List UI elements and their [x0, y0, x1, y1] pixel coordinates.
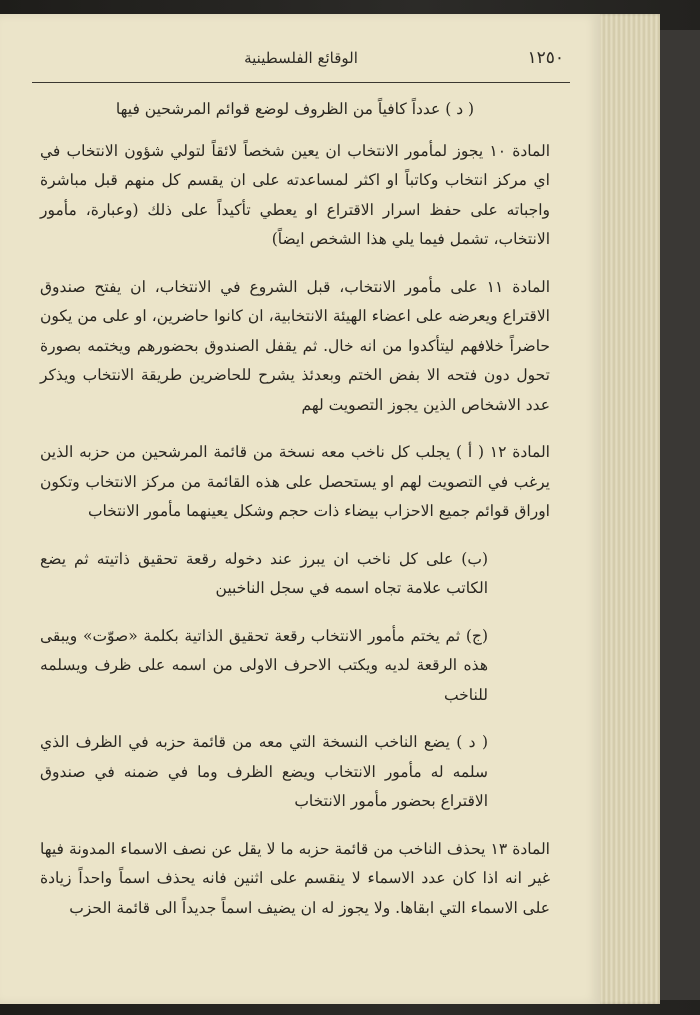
article-10: المادة ١٠ يجوز لمأمور الانتخاب ان يعين شخصاً لائقاً لتولي شؤون الانتخاب في اي مركز انتخاب وكاتباً او اكثر لمساعدته على ان يقسم كل منهم قبل مباشرة واجباته على حفظ اسرار الاقتراع او يعطي تأكيداً على ذلك (وعبارة، مأمور الانتخاب، تشمل فيما يلي هذا الشخص ايضاً) [40, 141, 550, 248]
paragraph-d-top: ( د ) عدداً كافياً من الظروف لوضع قوائم المرشحين فيها [115, 100, 475, 118]
article-12-label: المادة ١٢ ( أ ) [455, 443, 550, 461]
article-11: المادة ١١ على مأمور الانتخاب، قبل الشروع في الانتخاب، ان يفتح صندوق الاقتراع ويعرضه على اعضاء الهيئة الانتخابية، ان كانوا حاضرين، او على من يكون حاضراً خلافهم ليتأكدوا من انه خال. ثم يقفل الصندوق بحضورهم ويختمه بصورة تحول دون فتحه الا بفض الختم وبعدئذ يشرح للحاضرين طريقة الانتخاب ويذكر عدد الاشخاص الذين يجوز التصويت لهم [40, 277, 550, 414]
article-12a: يجلب كل ناخب معه نسخة من قائمة المرشحين من حزبه الذين يرغب في التصويت لهم او يستحصل على هذه القائمة من مركز الانتخاب وتكون اوراق قوائم جميع الاحزاب بيضاء ذات حجم وشكل يعينهما مأمور الانتخاب [40, 443, 550, 520]
page-edges [596, 14, 660, 1004]
page-header [32, 40, 570, 83]
page-body [40, 95, 550, 923]
book-cover-edge [660, 30, 700, 1000]
page-number: ١٢٥٠ [527, 48, 564, 68]
article-12d: ( د ) يضع الناخب النسخة التي معه من قائمة حزبه في الظرف الذي سلمه له مأمور الانتخاب ويضع الظرف وما في ضمنه في صندوق الاقتراع بحضور مأمور الانتخاب [40, 733, 488, 810]
article-13: المادة ١٣ يحذف الناخب من قائمة حزبه ما لا يقل عن نصف الاسماء المدونة فيها غير انه اذا كان عدد الاسماء لا ينقسم على اثنين فانه يحذف اسماً واحداً زيادة على الاسماء التي ابقاها. ولا يجوز له ان يضيف اسماً جديداً الى قائمة الحزب [40, 839, 550, 917]
article-12c: (ج) ثم يختم مأمور الانتخاب رقعة تحقيق الذاتية بكلمة «صوّت» ويبقى هذه الرقعة لديه ويكتب الاحرف الاولى من اسمه على ظرف ويسلمه للناخب [40, 626, 488, 704]
running-title: الوقائع الفلسطينية [244, 49, 358, 67]
article-12b: (ب) على كل ناخب ان يبرز عند دخوله رقعة تحقيق ذاتيته ثم يضع الكاتب علامة تجاه اسمه في سجل الناخبين [40, 549, 488, 597]
